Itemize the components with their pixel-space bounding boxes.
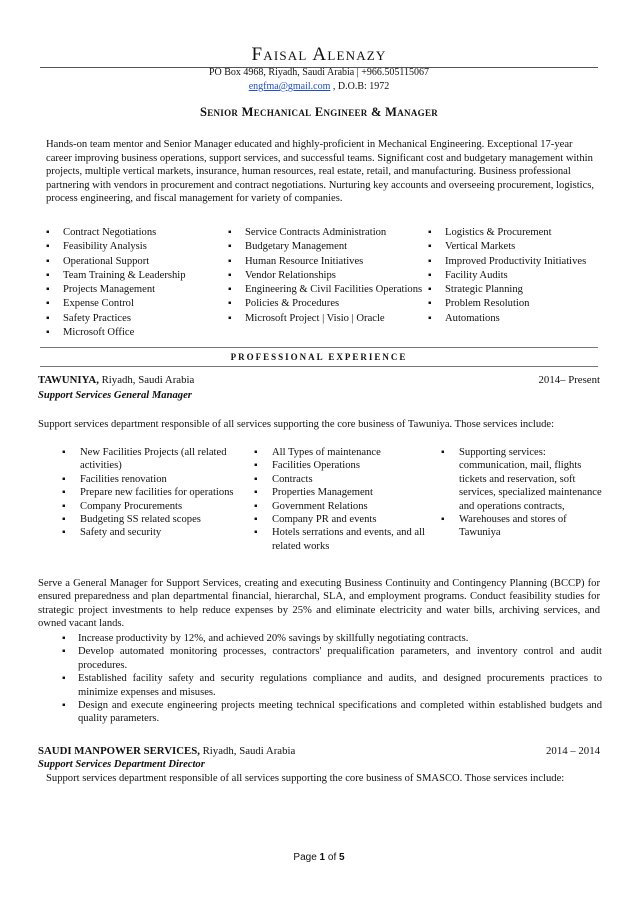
- job-intro: Support services department responsible of all services supporting the core business of Tawuniya. Those services include:: [38, 419, 555, 430]
- section-divider-top: [40, 347, 598, 348]
- job-employer: [38, 745, 295, 758]
- service-item: ▪ Safety and security: [62, 526, 254, 539]
- achievement-item: ▪ Develop automated monitoring processes, contractors' prequalification parameters, and inventory control and audit procedures.: [62, 645, 602, 672]
- page-label: Page: [293, 852, 317, 863]
- achievements-list: [62, 632, 602, 726]
- skill-item: ▪ Human Resource Initiatives: [228, 255, 428, 269]
- skill-item: ▪ Logistics & Procurement: [428, 226, 602, 240]
- skills-list: [46, 226, 602, 340]
- skill-item: ▪ Automations: [428, 312, 602, 326]
- profile-summary: Hands-on team mentor and Senior Manager educated and highly-proficient in Mechanical Engineering. Exceptional 17-year career improving business operations, support services, and successful teams. Significant cost and budgetary management within projects, multiple vertical markets, insurance, human resources, real estate, retail, and manufacturing. Business professional partnering with vendors in procurement and contract negotiations. Nurturing key accounts and overseeing procurement, logistics, process engineering, and fiscal management for variety of companies.: [46, 139, 595, 204]
- skill-item: ▪ Contract Negotiations: [46, 226, 228, 240]
- company-name: TAWUNIYA,: [38, 374, 99, 386]
- service-item: ▪ Hotels serrations and events, and all related works: [254, 526, 441, 553]
- section-divider-bottom: [40, 366, 598, 367]
- service-item: ▪ Company PR and events: [254, 513, 441, 526]
- page-footer: [0, 851, 638, 864]
- section-title-experience: PROFESSIONAL EXPERIENCE: [230, 352, 408, 362]
- skills-column-3: [428, 226, 602, 340]
- achievement-item: ▪ Design and execute engineering projects meeting technical specifications and completed within established budgets and quality parameters.: [62, 699, 602, 726]
- service-item: ▪ Supporting services: communication, mail, flights tickets and reservation, soft services, specialized maintenance and operations contracts,: [441, 446, 602, 513]
- skill-item: ▪ Engineering & Civil Facilities Operations: [228, 283, 428, 297]
- page-current: 1: [319, 852, 326, 863]
- company-name: SAUDI MANPOWER SERVICES,: [38, 745, 200, 757]
- skill-item: ▪ Microsoft Office: [46, 326, 228, 340]
- achievement-item: ▪ Increase productivity by 12%, and achieved 20% savings by skillfully negotiating contracts.: [62, 632, 602, 645]
- services-column-1: [62, 446, 254, 553]
- job-header-smasco: [38, 745, 600, 758]
- skill-item: ▪ Problem Resolution: [428, 297, 602, 311]
- service-item: ▪ Facilities renovation: [62, 473, 254, 486]
- skill-item: ▪ Vertical Markets: [428, 240, 602, 254]
- job-dates: 2014 – 2014: [546, 745, 600, 757]
- dob-text: , D.O.B: 1972: [332, 81, 390, 92]
- page-of: of: [327, 852, 337, 863]
- service-item: ▪ All Types of maintenance: [254, 446, 441, 459]
- skill-item: ▪ Vendor Relationships: [228, 269, 428, 283]
- service-item: ▪ Properties Management: [254, 486, 441, 499]
- page-total: 5: [339, 852, 345, 863]
- skill-item: ▪ Microsoft Project | Visio | Oracle: [228, 312, 428, 326]
- skill-item: ▪ Expense Control: [46, 297, 228, 311]
- email-dob-line: [0, 80, 638, 93]
- service-item: ▪ Company Procurements: [62, 500, 254, 513]
- service-item: ▪ Contracts: [254, 473, 441, 486]
- professional-headline: Senior Mechanical Engineer & Manager: [199, 105, 439, 119]
- skill-item: ▪ Improved Productivity Initiatives: [428, 255, 602, 269]
- services-column-3: [441, 446, 602, 553]
- service-item: ▪ Government Relations: [254, 500, 441, 513]
- email-link[interactable]: engfma@gmail.com: [248, 81, 331, 92]
- company-location: Riyadh, Saudi Arabia: [202, 745, 296, 757]
- job-dates: 2014– Present: [538, 374, 600, 386]
- job-title: Support Services General Manager: [38, 390, 192, 401]
- service-item: ▪ Facilities Operations: [254, 459, 441, 472]
- skills-column-2: [228, 226, 428, 340]
- skill-item: ▪ Operational Support: [46, 255, 228, 269]
- skill-item: ▪ Service Contracts Administration: [228, 226, 428, 240]
- job-header-tawuniya: [38, 374, 600, 387]
- skill-item: ▪ Policies & Procedures: [228, 297, 428, 311]
- skill-item: ▪ Budgetary Management: [228, 240, 428, 254]
- service-item: ▪ New Facilities Projects (all related activities): [62, 446, 254, 473]
- candidate-name: Faisal Alenazy: [251, 44, 387, 65]
- skill-item: ▪ Team Training & Leadership: [46, 269, 228, 283]
- achievement-item: ▪ Established facility safety and security regulations compliance and audits, and designed procurements practices to minimize expenses and misuses.: [62, 672, 602, 699]
- skill-item: ▪ Feasibility Analysis: [46, 240, 228, 254]
- services-column-2: [254, 446, 441, 553]
- job-intro: Support services department responsible of all services supporting the core business of SMASCO. Those services include:: [46, 773, 565, 784]
- service-item: ▪ Prepare new facilities for operations: [62, 486, 254, 499]
- service-item: ▪ Budgeting SS related scopes: [62, 513, 254, 526]
- skill-item: ▪ Strategic Planning: [428, 283, 602, 297]
- service-item: ▪ Warehouses and stores of Tawuniya: [441, 513, 602, 540]
- skill-item: ▪ Safety Practices: [46, 312, 228, 326]
- job-summary: Serve a General Manager for Support Services, creating and executing Business Continuity and Contingency Planning (BCCP) for ensured preparedness and plan departmental financial, hierarchal, SLA, and employment programs. Conduct feasibility studies for strategic project investments to help reduce expenses by 25% and eliminate electricity and water bills, archiving services, and owned vacant lands.: [38, 578, 600, 630]
- job-employer: [38, 374, 194, 387]
- skill-item: ▪ Facility Audits: [428, 269, 602, 283]
- services-list: [62, 446, 602, 553]
- skill-item: ▪ Projects Management: [46, 283, 228, 297]
- company-location: Riyadh, Saudi Arabia: [101, 374, 195, 386]
- contact-line: PO Box 4968, Riyadh, Saudi Arabia | +966.505115067: [208, 67, 430, 78]
- skills-column-1: [46, 226, 228, 340]
- job-title: Support Services Department Director: [38, 759, 205, 770]
